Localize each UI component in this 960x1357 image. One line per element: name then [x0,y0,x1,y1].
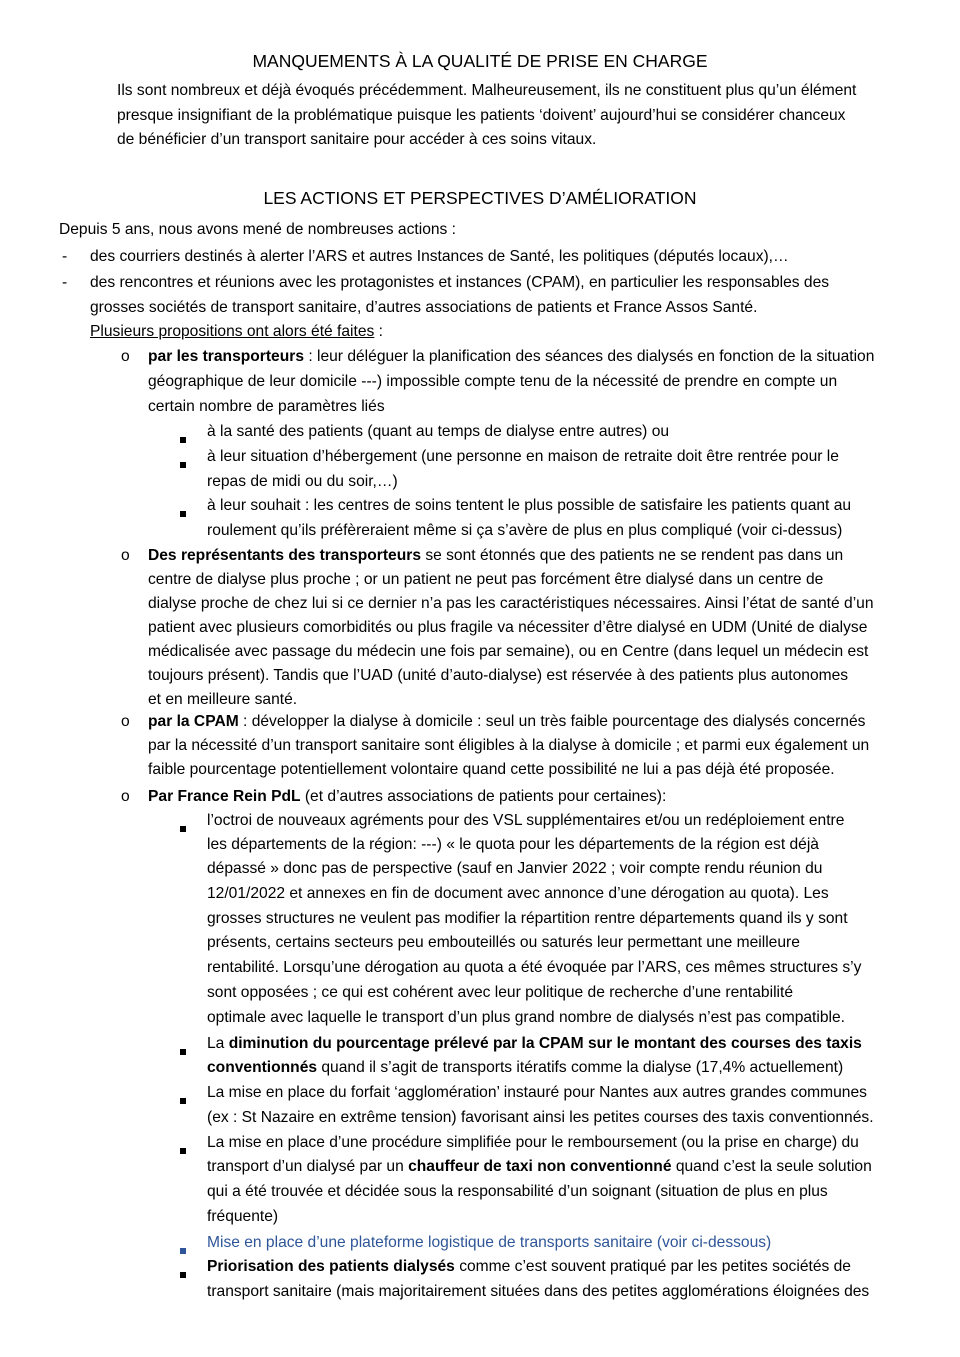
dash-marker: - [62,248,68,265]
sub-item-continuation: présents, certains secteurs peu embouteillés ou saturés leur permettant une meilleure [207,934,800,951]
paragraph-line: Ils sont nombreux et déjà évoqués précédemment. Malheureusement, ils ne constituent plus qu’un élément [117,82,857,99]
sub-item: à leur souhait : les centres de soins tentent le plus possible de satisfaire les patients quant au [207,497,852,514]
paragraph-line: géographique de leur domicile ---) impossible compte tenu de la nécessité de prendre en compte un [148,373,838,390]
sub-item-continuation: 12/01/2022 et annexes en fin de document avec annonce d’une dérogation au quota). Les [207,885,829,902]
sub-item: Priorisation des patients dialysés comme c’est souvent pratiqué par les petites sociétés de [207,1258,851,1275]
sub-item-link[interactable]: Mise en place d’une plateforme logistique de transports sanitaire (voir ci-dessous) [207,1234,772,1251]
sub-item: La diminution du pourcentage prélevé par la CPAM sur le montant des courses des taxis [207,1035,862,1052]
list-item-continuation: grosses sociétés de transport sanitaire, d’autres associations de patients et France Assos Santé. [90,299,758,316]
sub-item-continuation: rentabilité. Lorsqu’une dérogation au quota a été évoquée par l’ARS, ces mêmes structures s’y [207,959,862,976]
sub-item-continuation: grosses structures ne veulent pas modifier la répartition rentre départements quand ils y sont [207,910,848,927]
sub-item-continuation: (ex : St Nazaire en extrême tension) favorisant ainsi les petites courses des taxis conventionnés. [207,1109,874,1126]
square-bullet [180,452,186,477]
sub-item: l’octroi de nouveaux agréments pour des VSL supplémentaires et/ou un redéploiement entre [207,812,845,829]
proposal-cpam: par la CPAM : développer la dialyse à domicile : seul un très faible pourcentage des dialysés concernés [148,713,866,730]
proposal-transporteurs: par les transporteurs : leur déléguer la planification des séances des dialysés en fonction de la situation [148,348,875,365]
circle-bullet: o [121,713,130,730]
dash-marker: - [62,274,68,291]
square-bullet [180,501,186,526]
sub-item-continuation: les départements de la région: ---) « le quota pour les départements de la région est déjà [207,836,819,853]
sub-item-continuation: roulement qu’ils préfèreraient même si ça s’avère de plus en plus compliqué (voir ci-dessus) [207,522,843,539]
sub-item-continuation: repas de midi ou du soir,…) [207,473,398,490]
paragraph-line: presque insignifiant de la problématique puisque les patients ‘doivent’ aujourd’hui se considérer chanceux [117,107,846,124]
section-title-actions: LES ACTIONS ET PERSPECTIVES D’AMÉLIORATION [263,188,697,208]
intro-line: Depuis 5 ans, nous avons mené de nombreuses actions : [59,221,457,238]
proposal-representants: Des représentants des transporteurs se sont étonnés que des patients ne se rendent pas dans un [148,547,844,564]
paragraph-line: faible pourcentage potentiellement volontaire quand cette possibilité ne lui a pas déjà été proposée. [148,761,835,778]
proposals-label: Plusieurs propositions ont alors été faites : [90,323,383,340]
sub-item: La mise en place d’une procédure simplifiée pour le remboursement (ou la prise en charge) du [207,1134,859,1151]
sub-item-continuation: qui a été trouvée et décidée sous la responsabilité d’un soignant (situation de plus en plus [207,1183,828,1200]
square-bullet [180,1138,186,1163]
sub-item: La mise en place du forfait ‘agglomération’ instauré pour Nantes aux autres grandes communes [207,1084,867,1101]
square-bullet [180,816,186,841]
paragraph-line: toujours présent). Tandis que l’UAD (unité d’auto-dialyse) est réservée à des patients plus autonomes [148,667,849,684]
sub-item-continuation: transport d’un dialysé par un chauffeur de taxi non conventionné quand c’est la seule solution [207,1158,872,1175]
paragraph-line: dialyse proche de chez lui si ce dernier n’a pas les caractéristiques nécessaires. Ainsi l’état de santé d’un [148,595,874,612]
circle-bullet: o [121,788,130,805]
list-item: des rencontres et réunions avec les protagonistes et instances (CPAM), en particulier les responsables des [90,274,830,291]
paragraph-line: et en meilleure santé. [148,691,298,708]
square-bullet [180,1088,186,1113]
paragraph-line: médicalisée avec passage du médecin une fois par semaine), ou en Centre (dans lequel un médecin est [148,643,869,660]
sub-item-continuation: fréquente) [207,1208,279,1225]
paragraph-line: de bénéficier d’un transport sanitaire pour accéder à ces soins vitaux. [117,131,597,148]
sub-item-continuation: dépassé » donc pas de perspective (sauf en Janvier 2022 ; voir compte rendu réunion du [207,860,823,877]
square-bullet [180,1039,186,1064]
square-bullet [180,427,186,452]
paragraph-line: centre de dialyse plus proche ; or un patient ne peut pas forcément être dialysé dans un centre de [148,571,824,588]
paragraph-line: par la nécessité d’un transport sanitaire sont éligibles à la dialyse à domicile ; et parmi eux également un [148,737,870,754]
sub-item: à leur situation d’hébergement (une personne en maison de retraite doit être rentrée pour le [207,448,839,465]
square-bullet [180,1262,186,1287]
sub-item-continuation: sont opposées ; ce qui est cohérent avec leur politique de recherche d’une rentabilité [207,984,794,1001]
proposal-france-rein: Par France Rein PdL (et d’autres associations de patients pour certaines): [148,788,667,805]
sub-item-continuation: optimale avec laquelle le transport d’un plus grand nombre de dialysés n’est pas compatible. [207,1009,845,1026]
paragraph-line: certain nombre de paramètres liés [148,398,385,415]
sub-item-continuation: transport sanitaire (mais majoritairement situées dans des petites agglomérations éloignées des [207,1283,870,1300]
sub-item: à la santé des patients (quant au temps de dialyse entre autres) ou [207,423,670,440]
circle-bullet: o [121,348,130,365]
paragraph-line: patient avec plusieurs comorbidités ou plus fragile va nécessiter d’être dialysé en UDM (Unité de dialyse [148,619,868,636]
sub-item-continuation: conventionnés quand il s’agit de transports itératifs comme la dialyse (17,4% actuellement) [207,1059,844,1076]
list-item: des courriers destinés à alerter l’ARS et autres Instances de Santé, les politiques (députés locaux),… [90,248,789,265]
circle-bullet: o [121,547,130,564]
square-bullet [180,1238,186,1263]
section-title-quality: MANQUEMENTS À LA QUALITÉ DE PRISE EN CHARGE [252,51,708,71]
